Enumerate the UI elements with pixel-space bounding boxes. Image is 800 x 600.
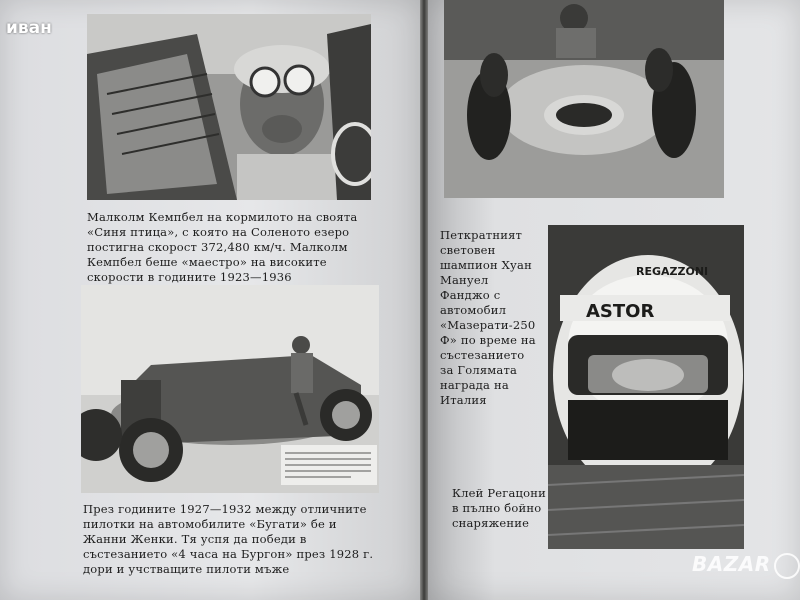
caption-fangio: Петкратният световен шампион Хуан Мануел Фанджо с автомобил «Мазерати-250 Ф» по време на състезанието за Голямата награда на Италия	[440, 228, 536, 407]
photo-fangio-maserati	[444, 0, 724, 198]
caption-bugatti: През годините 1927—1932 между отличните пилотки на автомобилите «Бугати» бе и Жанни Женки. Тя успя да победи в състезанието «4 часа на Бургон» през 1928 г. дори и учстващите пилоти мъже	[83, 502, 374, 576]
helmet-visor-text: ASTOR	[586, 301, 655, 322]
watermark-text: BAZAR	[692, 552, 771, 576]
helmet-top-text: REGAZZONI	[636, 265, 709, 278]
photo-regazzoni-helmet	[548, 225, 744, 549]
book-gutter	[420, 0, 428, 600]
caption-regazzoni: Клей Регацони в пълно бойно снаряжение	[452, 486, 547, 530]
photo-campbell-cockpit	[87, 14, 371, 200]
photo-bugatti	[81, 285, 379, 493]
caption-campbell: Малколм Кемпбел на кормилото на своята «Синя птица», с която на Соленото езеро постигна скорост 372,480 км/ч. Малколм Кемпбел беше «маестро» на високите скорости в годините 1923—1936	[87, 210, 358, 284]
marketplace-watermark	[692, 552, 800, 579]
watermark-circle-icon	[774, 553, 800, 579]
seller-username-label: иван	[6, 18, 52, 38]
